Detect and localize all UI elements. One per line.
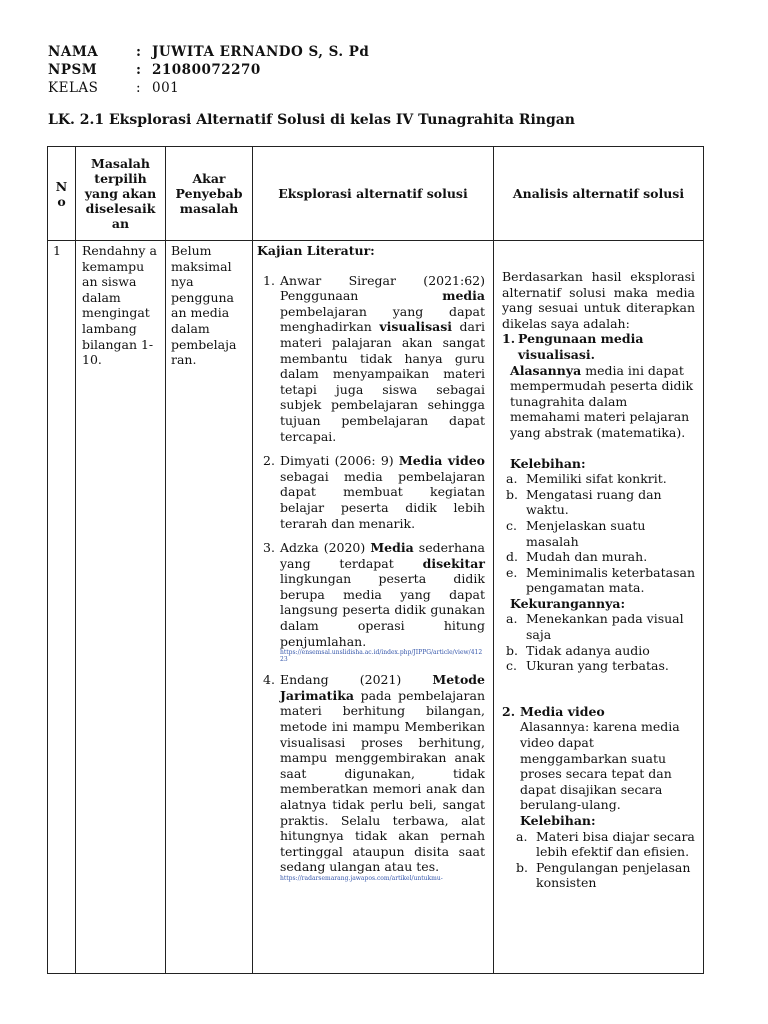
npsm-label: NPSM <box>48 62 98 78</box>
name-value: JUWITA ERNANDO S, S. Pd <box>152 44 370 60</box>
lit-text: Adzka (2020) <box>280 540 366 556</box>
list-item <box>257 453 485 531</box>
npsm-colon: : <box>136 62 142 78</box>
header-analisis: Analisis alternatif solusi <box>494 147 704 241</box>
kelebihan-label: Kelebihan: <box>510 455 586 471</box>
item-text: Memiliki sifat konkrit. <box>526 471 667 487</box>
lit-text: sederhana yang terdapat <box>280 540 485 571</box>
item-number: 1. <box>502 331 516 347</box>
akar-text: Belum maksimal nya pengguna an media dalam pembelaja ran. <box>171 243 237 368</box>
alasan-1 <box>502 363 695 441</box>
analisis-intro: Berdasarkan hasil eksplorasi alternatif solusi maka media yang sesuai untuk diterapkan dikelas saya adalah: <box>502 269 695 331</box>
lit-text: lingkungan peserta didik berupa media yang dapat langsung peserta didik gunakan dalam operasi hitung penjumlahan. <box>280 571 485 649</box>
item-title: Media video <box>520 703 605 719</box>
lit-text: pembelajaran yang dapat menghadirkan <box>280 303 485 335</box>
list-item <box>502 549 695 565</box>
lit-number: 2. <box>263 453 275 469</box>
item-letter: b. <box>506 642 518 658</box>
item-text: Menjelaskan suatu masalah <box>526 517 646 549</box>
list-item <box>257 273 485 445</box>
item-text: Mudah dan murah. <box>526 549 648 565</box>
item-letter: e. <box>506 564 518 580</box>
alasan-text: media ini dapat mempermudah peserta didik tunagrahita dalam memahami materi pelajaran yang abstrak (matematika). <box>510 362 694 440</box>
lit-text: Anwar Siregar (2021:62) Penggunaan <box>280 272 485 304</box>
row-number: 1 <box>53 243 61 258</box>
kelas-value: 001 <box>152 80 180 96</box>
masalah-text: Rendahny a kemampu an siswa dalam mengingat lambang bilangan 1-10. <box>82 243 157 368</box>
kelebihan2-label: Kelebihan: <box>520 813 596 828</box>
item-text: Materi bisa diajar secara lebih efektif dan efisien. <box>536 828 695 860</box>
list-item <box>502 518 695 549</box>
table-row <box>48 241 704 974</box>
list-item <box>502 611 695 642</box>
npsm-value: 21080072270 <box>152 62 261 78</box>
item-letter: c. <box>506 658 517 674</box>
header-akar: Akar Penyebab masalah <box>166 147 253 241</box>
name-line <box>48 44 369 60</box>
kelebihan2-list <box>502 829 695 891</box>
analisis-item-1 <box>502 331 695 362</box>
item-letter: b. <box>506 486 518 502</box>
item-letter: a. <box>506 471 518 487</box>
header-eksplorasi: Eksplorasi alternatif solusi <box>253 147 494 241</box>
lit-bold: media <box>442 288 485 304</box>
lit-text: Dimyati (2006: 9) <box>280 453 394 469</box>
kelas-line <box>48 80 179 96</box>
page-title: LK. 2.1 Eksplorasi Alternatif Solusi di kelas IV Tunagrahita Ringan <box>48 112 575 128</box>
lit-number: 4. <box>263 672 275 688</box>
lit-text: dari materi palajaran akan sangat membantu tidak hanya guru dalam menyampaikan materi tetapi juga siswa sebagai subjek pembelajaran sehingga tujuan pembelajaran dapat tercapai. <box>280 319 485 444</box>
item-text: Meminimalis keterbatasan pengamatan mata. <box>526 564 696 596</box>
cell-eksplorasi <box>253 241 494 974</box>
item-letter: a. <box>516 828 528 844</box>
item-letter: d. <box>506 549 518 565</box>
cell-no <box>48 241 76 974</box>
list-item <box>257 540 485 663</box>
alasan-label: Alasannya <box>510 362 582 378</box>
lit-bold: Metode Jarimatika <box>280 672 485 703</box>
item-title: Pengunaan media visualisasi. <box>518 331 644 362</box>
list-item <box>512 860 695 891</box>
item-text: Menekankan pada visual saja <box>526 611 684 643</box>
list-item <box>502 471 695 487</box>
reference-link[interactable]: https://radarsemarang.jawapos.com/artikel/untukmu- <box>280 874 443 882</box>
kajian-label: Kajian Literatur: <box>257 243 375 258</box>
exploration-table <box>47 146 704 974</box>
list-item <box>502 643 695 659</box>
item-text: Pengulangan penjelasan konsisten <box>536 859 691 891</box>
list-item <box>257 672 485 882</box>
kelas-colon: : <box>136 80 142 96</box>
item-text: Tidak adanya audio <box>526 642 650 658</box>
list-item <box>502 487 695 518</box>
lit-number: 1. <box>263 272 275 288</box>
header-no: N o <box>48 147 76 241</box>
lit-text: sebagai media pembelajaran dapat membuat kegiatan belajar peserta didik lebih terarah dan menarik. <box>280 468 485 531</box>
lit-number: 3. <box>263 540 275 556</box>
list-item <box>502 658 695 674</box>
kelas-label: KELAS <box>48 80 99 96</box>
literature-list <box>257 273 485 882</box>
analisis-item-2 <box>502 704 695 720</box>
cell-akar <box>166 241 253 974</box>
name-label: NAMA <box>48 44 99 60</box>
lit-text: pada pembelajaran materi berhitung bilangan, metode ini mampu Memberikan visualisasi proses berhitung, mampu menggembirakan anak saat digunakan, tidak memberatkan memori anak dan alatnya tidak perlu beli, sangat praktis. Selalu terbawa, alat hitungnya tidak akan pernah tertinggal ataupun disita saat sedang ulangan atau tes. <box>280 687 485 875</box>
name-colon: : <box>136 44 142 60</box>
item-text: Mengatasi ruang dan waktu. <box>526 486 662 518</box>
kelebihan-list <box>502 471 695 596</box>
item-letter: c. <box>506 517 517 533</box>
list-item <box>512 829 695 860</box>
lit-bold: Media <box>370 540 414 556</box>
cell-analisis <box>494 241 704 974</box>
lit-bold: visualisasi <box>379 319 453 335</box>
item-number: 2. <box>502 703 516 719</box>
list-item <box>502 565 695 596</box>
item-text: Ukuran yang terbatas. <box>526 658 669 674</box>
kekurangan-label: Kekurangannya: <box>510 595 626 611</box>
npsm-line <box>48 62 261 78</box>
item-letter: a. <box>506 611 518 627</box>
table-header-row <box>48 147 704 241</box>
cell-masalah <box>76 241 166 974</box>
alasan-2: Alasannya: karena media video dapat menggambarkan suatu proses secara tepat dan dapat disajikan secara berulang-ulang. <box>520 719 680 813</box>
lit-bold: Media video <box>398 453 485 469</box>
item-letter: b. <box>516 859 528 875</box>
lit-bold: disekitar <box>422 555 485 571</box>
reference-link[interactable]: https://ensemsal.unslidisha.ac.id/index.php/JIPPG/article/view/41223 <box>280 649 483 664</box>
kekurangan-list <box>502 611 695 673</box>
header-masalah: Masalah terpilih yang akan diselesaik an <box>76 147 166 241</box>
lit-text: Endang (2021) <box>280 672 402 688</box>
